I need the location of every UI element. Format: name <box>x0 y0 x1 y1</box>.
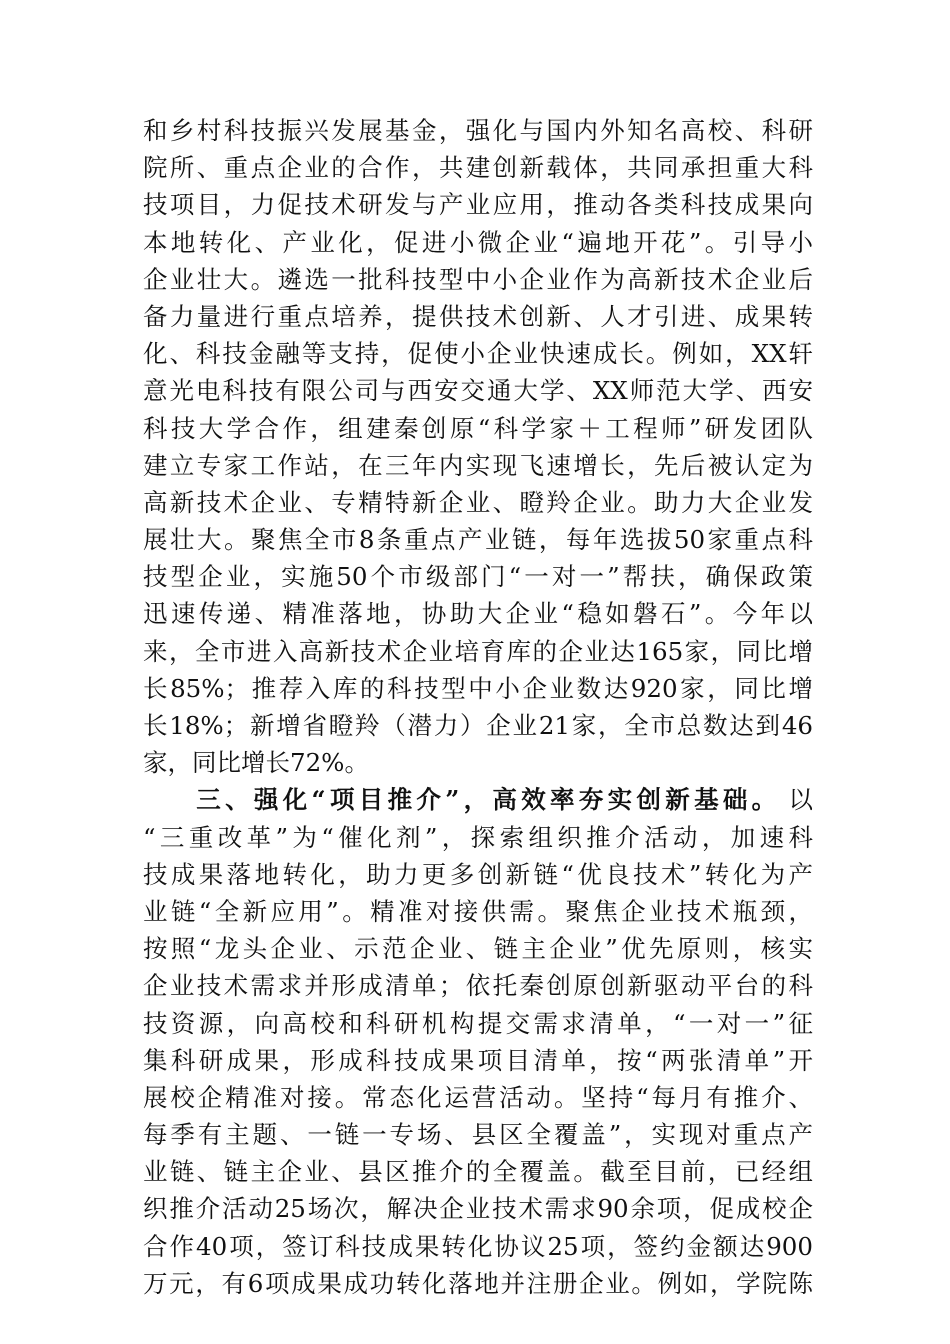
paragraph-line: 技资源，向高校和科研机构提交需求清单，“一对一”征 <box>143 1008 813 1038</box>
paragraph-line: 家，同比增长72%。 <box>143 748 369 778</box>
paragraph-line: 业链“全新应用”。精准对接供需。聚焦企业技术瓶颈， <box>143 896 813 926</box>
paragraph-line: 业链、链主企业、县区推介的全覆盖。截至目前，已经组 <box>143 1157 813 1187</box>
paragraph-line: 技项目，力促技术研发与产业应用，推动各类科技成果向 <box>143 190 813 220</box>
paragraph-line: 本地转化、产业化，促进小微企业“遍地开花”。引导小 <box>143 227 813 257</box>
paragraph-line: 高新技术企业、专精特新企业、瞪羚企业。助力大企业发 <box>143 487 813 517</box>
paragraph-line: 化、科技金融等支持，促使小企业快速成长。例如，XX轩 <box>143 339 813 369</box>
paragraph-line: 来，全市进入高新技术企业培育库的企业达165家，同比增 <box>143 636 813 666</box>
section-heading-line <box>143 781 813 818</box>
paragraph-line: 迅速传递、精准落地，协助大企业“稳如磐石”。今年以 <box>143 599 813 629</box>
paragraph-line: 和乡村科技振兴发展基金，强化与国内外知名高校、科研 <box>143 116 813 145</box>
paragraph-line: 技成果落地转化，助力更多创新链“优良技术”转化为产 <box>143 859 813 889</box>
paragraph-line: 长18%；新增省瞪羚（潜力）企业21家，全市总数达到46 <box>143 711 813 740</box>
paragraph-line: 科技大学合作，组建秦创原“科学家＋工程师”研发团队 <box>143 413 813 443</box>
paragraph-line: 合作40项，签订科技成果转化协议25项，签约金额达900 <box>143 1231 813 1261</box>
paragraph-line: 集科研成果，形成科技成果项目清单，按“两张清单”开 <box>143 1045 813 1075</box>
paragraph-line: 织推介活动25场次，解决企业技术需求90余项，促成校企 <box>143 1194 813 1224</box>
paragraph-line: 展壮大。聚焦全市8条重点产业链，每年选拔50家重点科 <box>143 525 813 555</box>
paragraph-line: 每季有主题、一链一专场、县区全覆盖”，实现对重点产 <box>143 1120 813 1150</box>
paragraph-1 <box>143 112 813 781</box>
paragraph-line: 万元，有6项成果成功转化落地并注册企业。例如，学院陈 <box>143 1268 813 1298</box>
paragraph-line: 展校企精准对接。常态化运营活动。坚持“每月有推介、 <box>143 1082 813 1112</box>
heading-line-continuation: 以 <box>788 785 813 815</box>
paragraph-line: 技型企业，实施50个市级部门“一对一”帮扶，确保政策 <box>143 562 813 592</box>
paragraph-line: 建立专家工作站，在三年内实现飞速增长，先后被认定为 <box>143 450 813 480</box>
paragraph-2 <box>143 781 813 1302</box>
document-body <box>143 112 813 1302</box>
section-heading: 三、强化“项目推介”，高效率夯实创新基础。 <box>192 785 781 815</box>
paragraph-line: 企业技术需求并形成清单；依托秦创原创新驱动平台的科 <box>143 971 813 1001</box>
paragraph-line: 按照“龙头企业、示范企业、链主企业”优先原则，核实 <box>143 934 813 964</box>
paragraph-line: 意光电科技有限公司与西安交通大学、XX师范大学、西安 <box>143 376 813 406</box>
paragraph-line: 院所、重点企业的合作，共建创新载体，共同承担重大科 <box>143 153 813 183</box>
paragraph-line: 长85%；推荐入库的科技型中小企业数达920家，同比增 <box>143 673 813 703</box>
paragraph-line: “三重改革”为“催化剂”，探索组织推介活动，加速科 <box>143 822 813 852</box>
paragraph-line: 备力量进行重点培养，提供技术创新、人才引进、成果转 <box>143 301 813 331</box>
paragraph-line: 企业壮大。遴选一批科技型中小企业作为高新技术企业后 <box>143 264 813 294</box>
